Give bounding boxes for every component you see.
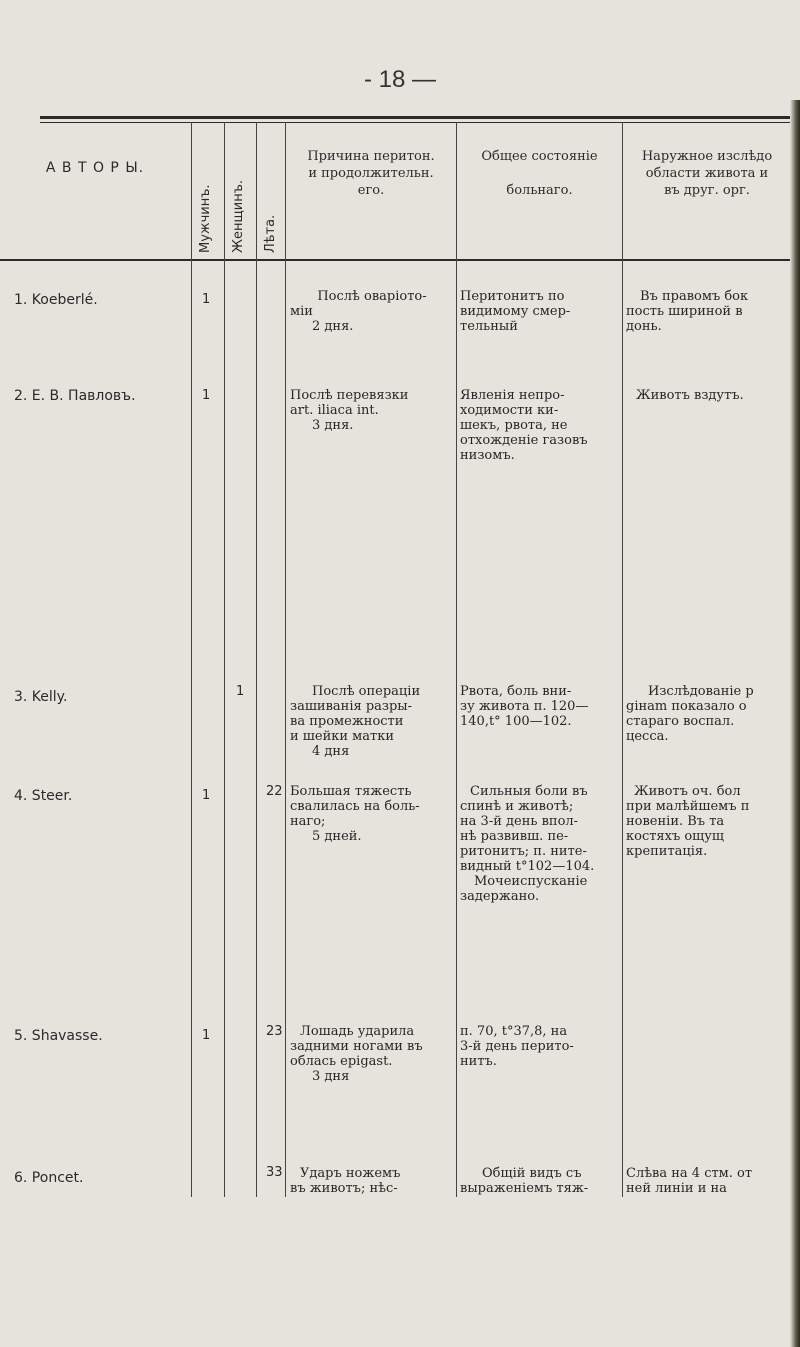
row-4-author: 4. Steer. <box>14 788 73 804</box>
row-5-author: 5. Shavasse. <box>14 1028 103 1044</box>
header-bottom-rule <box>0 259 792 261</box>
page-binding-edge <box>790 100 800 1347</box>
row-4-age: 22 <box>266 784 283 799</box>
header-external-line-3: въ друг. орг. <box>664 183 750 198</box>
row-1-external-line-1: Въ правомъ бок <box>640 289 749 304</box>
row-4-general-line-6: видный t°102—104. <box>460 859 595 874</box>
row-1-external-line-2: пость шириной в <box>626 304 743 319</box>
header-general-line-3: больнаго. <box>506 183 573 198</box>
row-1-general-line-3: тельный <box>460 319 518 334</box>
row-6-age: 33 <box>266 1165 283 1180</box>
top-rule-thin <box>40 122 790 123</box>
row-5-cause-line-3: облась epigast. <box>290 1054 393 1069</box>
header-external-line-1: Наружное изслѣдо <box>641 149 773 164</box>
row-2-men: 1 <box>202 388 211 403</box>
row-4-men: 1 <box>202 788 211 803</box>
row-6-external-line-1: Слѣва на 4 стм. от <box>626 1166 753 1181</box>
row-4-external-line-4: костяхъ ощущ <box>626 829 725 844</box>
row-6-general-line-2: выраженіемъ тяж- <box>460 1181 589 1196</box>
col-line-5 <box>456 122 457 1197</box>
row-2-general-line-3: шекъ, рвота, не <box>460 418 568 433</box>
row-6-external <box>626 1166 790 1196</box>
row-5-cause <box>290 1024 456 1084</box>
row-4-general-line-4: нѣ развивш. пе- <box>460 829 569 844</box>
row-4-external-line-5: крепитація. <box>626 844 708 859</box>
header-general <box>458 148 621 199</box>
header-cause-line-1: Причина перитон. <box>307 149 435 164</box>
row-5-general-line-3: нитъ. <box>460 1054 497 1069</box>
row-4-cause-line-3: наго; <box>290 814 326 829</box>
row-4-external-line-3: новеніи. Въ та <box>626 814 725 829</box>
header-cause-line-3: его. <box>357 183 385 198</box>
row-3-general-line-1: Рвота, боль вни- <box>460 684 572 699</box>
header-men: Мужчинъ. <box>198 184 213 253</box>
row-2-general-line-4: отхожденіе газовъ <box>460 433 588 448</box>
header-general-line-2 <box>458 165 621 182</box>
row-3-cause-line-2: зашиванія разры- <box>290 699 413 714</box>
row-5-general-line-2: 3-й день перито- <box>460 1039 574 1054</box>
row-4-external <box>626 784 790 859</box>
row-4-cause-line-4: 5 дней. <box>312 829 362 844</box>
row-3-cause-line-1: Послѣ операціи <box>312 684 421 699</box>
header-cause-line-2: и продолжительн. <box>308 166 434 181</box>
row-2-general-line-2: ходимости ки- <box>460 403 559 418</box>
header-age: Лѣта. <box>263 214 278 253</box>
row-3-external <box>626 684 790 744</box>
row-5-general <box>460 1024 622 1069</box>
row-3-general-line-3: 140,t° 100—102. <box>460 714 572 729</box>
row-3-cause-line-3: ва промежности <box>290 714 404 729</box>
row-5-cause-line-2: задними ногами въ <box>290 1039 423 1054</box>
row-3-author: 3. Kelly. <box>14 689 68 705</box>
row-2-author: 2. Е. В. Павловъ. <box>14 388 136 404</box>
row-2-cause <box>290 388 454 433</box>
row-3-external-line-3: стараго воспал. <box>626 714 735 729</box>
header-general-line-1: Общее состояніе <box>481 149 598 164</box>
row-3-external-line-4: цесса. <box>626 729 669 744</box>
row-2-external <box>626 388 790 403</box>
row-2-general <box>460 388 620 463</box>
header-authors: А В Т О Р Ы. <box>45 160 145 176</box>
row-3-external-line-1: Изслѣдованіе р <box>648 684 754 699</box>
row-3-cause-line-4: и шейки матки <box>290 729 395 744</box>
row-6-cause-line-2: въ животъ; нѣс- <box>290 1181 398 1196</box>
row-5-cause-line-1: Лошадь ударила <box>300 1024 415 1039</box>
row-4-external-line-1: Животъ оч. бол <box>634 784 741 799</box>
row-6-external-line-2: ней линіи и на <box>626 1181 727 1196</box>
row-5-cause-line-4: 3 дня <box>312 1069 350 1084</box>
row-4-general-line-3: на 3-й день впол- <box>460 814 579 829</box>
row-4-cause <box>290 784 456 844</box>
row-1-cause-line-3: 2 дня. <box>312 319 354 334</box>
header-women: Женщинъ. <box>231 179 246 253</box>
row-6-general-line-1: Общій видъ съ <box>482 1166 582 1181</box>
row-5-general-line-1: п. 70, t°37,8, на <box>460 1024 568 1039</box>
row-3-cause-line-5: 4 дня <box>312 744 350 759</box>
row-4-general-line-7: Мочеиспусканіе <box>474 874 588 889</box>
row-1-external <box>626 289 790 334</box>
col-line-4 <box>285 122 286 1197</box>
row-2-cause-line-3: 3 дня. <box>312 418 354 433</box>
row-6-author: 6. Poncet. <box>14 1170 84 1186</box>
row-6-general <box>460 1166 622 1196</box>
header-cause <box>287 148 455 199</box>
col-line-2 <box>224 122 225 1197</box>
col-line-6 <box>622 122 623 1197</box>
row-1-cause <box>290 289 454 334</box>
row-2-cause-line-2: art. iliaca int. <box>290 403 379 418</box>
row-6-cause <box>290 1166 456 1196</box>
top-rule <box>40 116 790 119</box>
row-4-cause-line-2: свалилась на боль- <box>290 799 420 814</box>
row-1-men: 1 <box>202 292 211 307</box>
col-line-3 <box>256 122 257 1197</box>
row-4-general <box>460 784 622 904</box>
row-1-external-line-3: донь. <box>626 319 662 334</box>
header-external <box>624 148 790 199</box>
row-2-cause-line-1: Послѣ перевязки <box>290 388 409 403</box>
row-4-general-line-8: задержано. <box>460 889 540 904</box>
row-1-general <box>460 289 620 334</box>
row-2-general-line-1: Явленія непро- <box>460 388 565 403</box>
row-4-general-line-1: Сильныя боли въ <box>470 784 588 799</box>
row-6-cause-line-1: Ударъ ножемъ <box>300 1166 401 1181</box>
row-3-women: 1 <box>236 684 245 699</box>
row-1-general-line-1: Перитонитъ по <box>460 289 565 304</box>
row-4-general-line-5: ритонитъ; п. ните- <box>460 844 587 859</box>
row-1-cause-line-1: Послѣ оваріото- <box>317 289 427 304</box>
row-4-general-line-2: спинѣ и животѣ; <box>460 799 574 814</box>
row-3-cause <box>290 684 456 759</box>
row-1-author: 1. Koeberlé. <box>14 292 98 308</box>
col-line-1 <box>191 122 192 1197</box>
row-5-men: 1 <box>202 1028 211 1043</box>
row-4-cause-line-1: Большая тяжесть <box>290 784 412 799</box>
row-1-general-line-2: видимому смер- <box>460 304 571 319</box>
row-2-general-line-5: низомъ. <box>460 448 515 463</box>
row-5-age: 23 <box>266 1024 283 1039</box>
row-4-external-line-2: при малѣйшемъ п <box>626 799 750 814</box>
row-2-external-line-1: Животъ вздутъ. <box>636 388 744 403</box>
row-3-general <box>460 684 620 729</box>
page-number: - 18 — <box>363 66 437 93</box>
row-1-cause-line-2: міи <box>290 304 313 319</box>
row-3-external-line-2: gінаm показало о <box>626 699 747 714</box>
row-3-general-line-2: зу живота п. 120— <box>460 699 589 714</box>
header-external-line-2: области живота и <box>645 166 769 181</box>
